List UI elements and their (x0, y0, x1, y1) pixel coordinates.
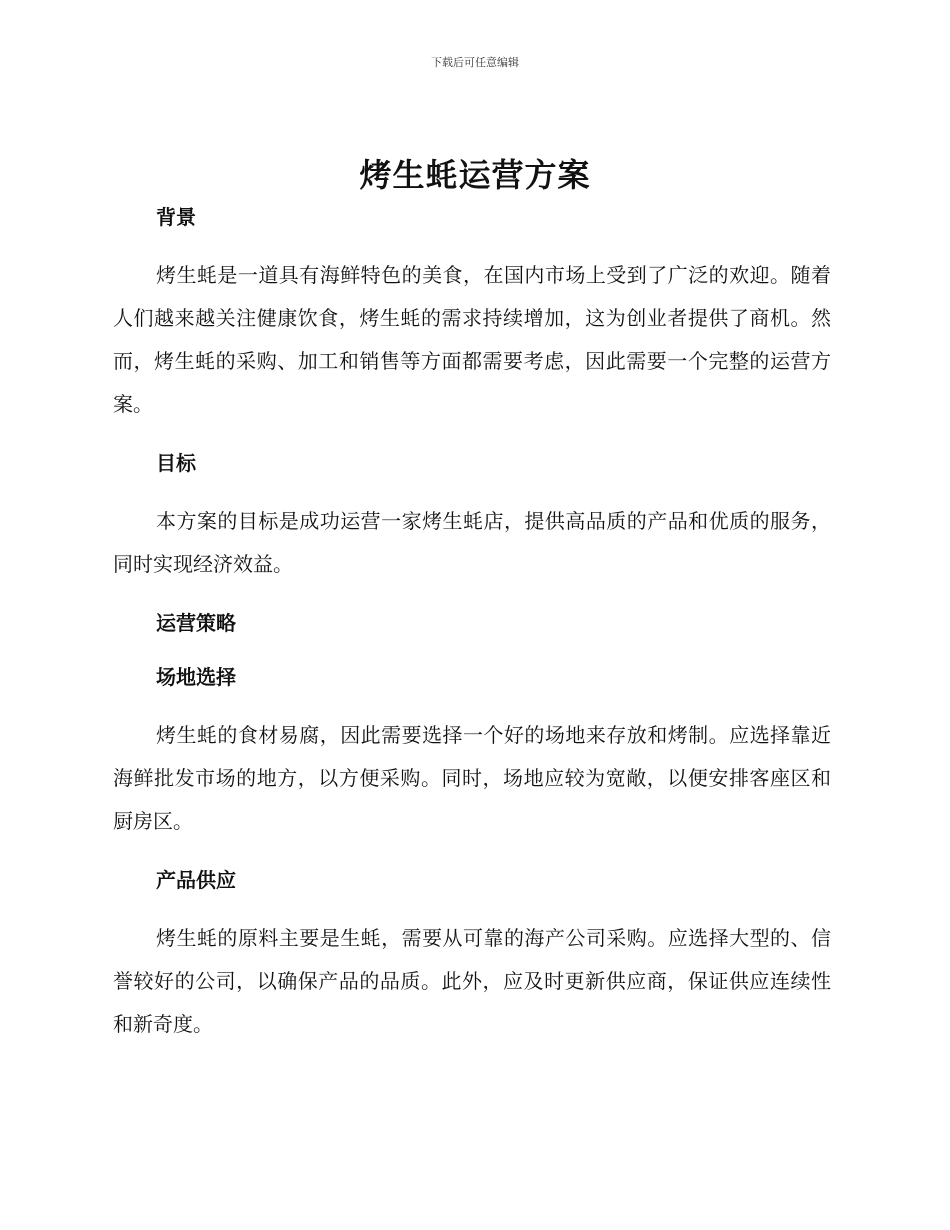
section-body-goal: 本方案的目标是成功运营一家烤生蚝店，提供高品质的产品和优质的服务，同时实现经济效益。 (113, 509, 831, 576)
section-heading-background: 背景 (156, 205, 196, 229)
section-body-supply: 烤生蚝的原料主要是生蚝，需要从可靠的海产公司采购。应选择大型的、信誉较好的公司，以确保产品的品质。此外，应及时更新供应商，保证供应连续性和新奇度。 (113, 926, 831, 1036)
section-heading-supply: 产品供应 (156, 868, 236, 892)
document-title: 烤生蚝运营方案 (359, 156, 591, 194)
section-heading-strategy: 运营策略 (156, 611, 236, 635)
section-heading-goal: 目标 (156, 451, 196, 475)
section-body-site: 烤生蚝的食材易腐，因此需要选择一个好的场地来存放和烤制。应选择靠近海鲜批发市场的地方，以方便采购。同时，场地应较为宽敞，以便安排客座区和厨房区。 (113, 723, 831, 833)
document-body (113, 202, 831, 1046)
page-header-note: 下载后可任意编辑 (431, 56, 519, 69)
section-body-background: 烤生蚝是一道具有海鲜特色的美食，在国内市场上受到了广泛的欢迎。随着人们越来越关注健康饮食，烤生蚝的需求持续增加，这为创业者提供了商机。然而，烤生蚝的采购、加工和销售等方面都需要考虑，因此需要一个完整的运营方案。 (113, 263, 831, 416)
section-heading-site: 场地选择 (156, 665, 236, 689)
